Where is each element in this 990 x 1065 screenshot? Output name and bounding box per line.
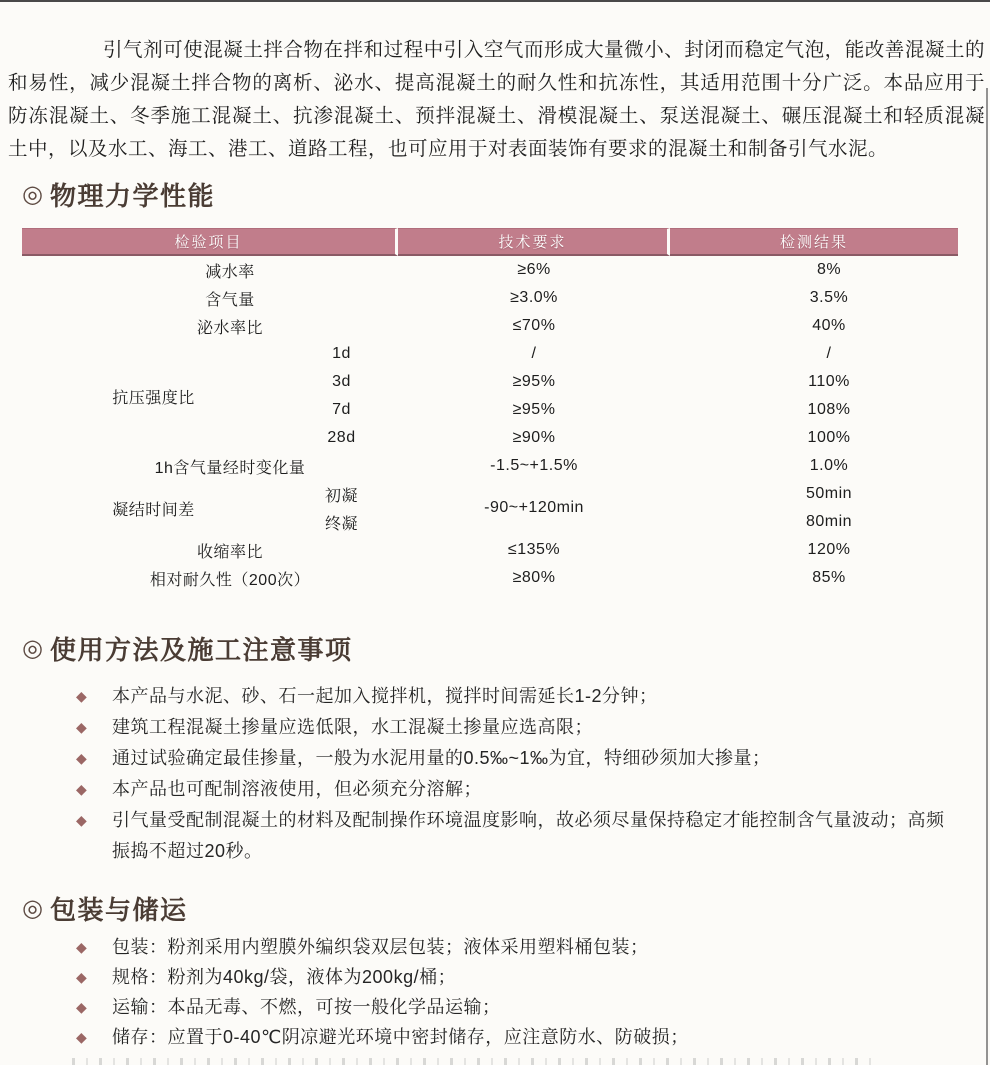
result-cell: 8% [816, 261, 842, 278]
result-cell: / [826, 345, 832, 362]
result-cell: 85% [812, 569, 846, 586]
double-circle-icon: ◎ [22, 894, 43, 922]
page-right-edge-line [986, 88, 988, 1065]
table-row [22, 256, 958, 284]
result-cell: 80min [805, 513, 853, 530]
bullet-text: 建筑工程混凝土掺量应选低限，水工混凝土掺量应选高限； [112, 717, 593, 737]
age-cell: 3d [332, 373, 351, 390]
result-cell: 1.0% [809, 457, 849, 474]
header-inspection-item: 检验项目 [22, 228, 398, 256]
table-row [22, 536, 958, 564]
item-cell: 泌水率比 [197, 319, 264, 337]
requirement-cell: ≥80% [512, 569, 556, 586]
list-item [70, 992, 950, 1022]
result-cell: 108% [807, 401, 851, 418]
diamond-bullet-icon: ◆ [76, 812, 88, 828]
table-row [22, 480, 958, 508]
item-cell-compressive-strength-ratio: 抗压强度比 [112, 389, 195, 407]
requirement-cell: -1.5~+1.5% [490, 457, 578, 474]
list-item [70, 1022, 950, 1052]
diamond-bullet-icon: ◆ [76, 939, 88, 955]
age-cell: 7d [332, 401, 351, 418]
clipped-text-remnant [72, 1058, 872, 1065]
diamond-bullet-icon: ◆ [76, 999, 88, 1015]
list-item [70, 932, 950, 962]
requirement-cell: -90~+120min [484, 499, 584, 516]
section-heading-physical-properties [22, 176, 215, 213]
page-top-edge-line [0, 0, 990, 2]
section-heading-usage-instructions [22, 630, 352, 667]
physical-properties-table [22, 228, 958, 592]
result-cell: 40% [812, 317, 846, 334]
diamond-bullet-icon: ◆ [76, 781, 88, 797]
requirement-cell: ≥6% [517, 261, 551, 278]
list-item [70, 774, 950, 805]
list-item [70, 681, 950, 712]
table-row [22, 312, 958, 340]
table-row [22, 284, 958, 312]
bullet-text: 运输：本品无毒、不燃，可按一般化学品运输； [112, 997, 501, 1017]
double-circle-icon: ◎ [22, 634, 43, 662]
result-cell: 3.5% [809, 289, 849, 306]
bullet-text: 规格：粉剂为40kg/袋，液体为200kg/桶； [112, 967, 457, 987]
item-cell: 含气量 [205, 291, 255, 309]
result-cell: 50min [805, 485, 853, 502]
result-cell: 120% [807, 541, 851, 558]
requirement-cell: / [531, 345, 537, 362]
usage-bullet-list [70, 681, 950, 867]
phase-cell: 终凝 [325, 515, 359, 533]
section-title: 物理力学性能 [49, 181, 215, 211]
bullet-text: 包装：粉剂采用内塑膜外编织袋双层包装；液体采用塑料桶包装； [112, 937, 649, 957]
diamond-bullet-icon: ◆ [76, 1029, 88, 1045]
bullet-text: 引气量受配制混凝土的材料及配制操作环境温度影响，故必须尽量保持稳定才能控制含气量波动；高频振捣不超过20秒。 [112, 810, 945, 861]
header-technical-requirement: 技术要求 [398, 228, 670, 256]
requirement-cell: ≥3.0% [510, 289, 558, 306]
bullet-text: 本产品也可配制溶液使用，但必须充分溶解； [112, 779, 482, 799]
bullet-text: 储存：应置于0-40℃阴凉避光环境中密封储存，应注意防水、防破损； [112, 1027, 689, 1047]
header-test-result: 检测结果 [670, 228, 958, 256]
requirement-cell: ≥90% [512, 429, 556, 446]
age-cell: 1d [332, 345, 351, 362]
diamond-bullet-icon: ◆ [76, 688, 88, 704]
item-cell: 相对耐久性（200次） [149, 571, 311, 589]
bullet-text: 本产品与水泥、砂、石一起加入搅拌机，搅拌时间需延长1-2分钟； [112, 686, 658, 706]
list-item [70, 743, 950, 774]
packaging-bullet-list [70, 932, 950, 1052]
diamond-bullet-icon: ◆ [76, 750, 88, 766]
list-item [70, 962, 950, 992]
age-cell: 28d [327, 429, 356, 446]
requirement-cell: ≥95% [512, 401, 556, 418]
requirement-cell: ≤135% [507, 541, 561, 558]
table-row [22, 452, 958, 480]
diamond-bullet-icon: ◆ [76, 969, 88, 985]
phase-cell: 初凝 [325, 487, 359, 505]
requirement-cell: ≤70% [512, 317, 556, 334]
table-row [22, 564, 958, 592]
diamond-bullet-icon: ◆ [76, 719, 88, 735]
section-heading-packaging-storage [22, 890, 187, 927]
item-cell-setting-time-difference: 凝结时间差 [112, 501, 195, 519]
section-title: 包装与储运 [49, 895, 188, 925]
list-item [70, 805, 950, 867]
table-header-row [22, 228, 958, 256]
intro-paragraph: 引气剂可使混凝土拌合物在拌和过程中引入空气而形成大量微小、封闭而稳定气泡，能改善混凝土的和易性，减少混凝土拌合物的离析、泌水、提高混凝土的耐久性和抗冻性，其适用范围十分广泛。本品应用于防冻混凝土、冬季施工混凝土、抗渗混凝土、预拌混凝土、滑模混凝土、泵送混凝土、碾压混凝土和轻质混凝土中，以及水工、海工、港工、道路工程，也可应用于对表面装饰有要求的混凝土和制备引气水泥。 [8, 38, 985, 160]
item-cell: 减水率 [205, 263, 255, 281]
double-circle-icon: ◎ [22, 180, 43, 208]
list-item [70, 712, 950, 743]
result-cell: 110% [808, 373, 850, 390]
table-row [22, 340, 958, 368]
result-cell: 100% [807, 429, 851, 446]
bullet-text: 通过试验确定最佳掺量，一般为水泥用量的0.5‰~1‰为宜，特细砂须加大掺量； [112, 748, 771, 768]
item-cell: 1h含气量经时变化量 [154, 459, 306, 477]
item-cell: 收缩率比 [197, 543, 264, 561]
requirement-cell: ≥95% [512, 373, 556, 390]
section-title: 使用方法及施工注意事项 [49, 635, 353, 665]
